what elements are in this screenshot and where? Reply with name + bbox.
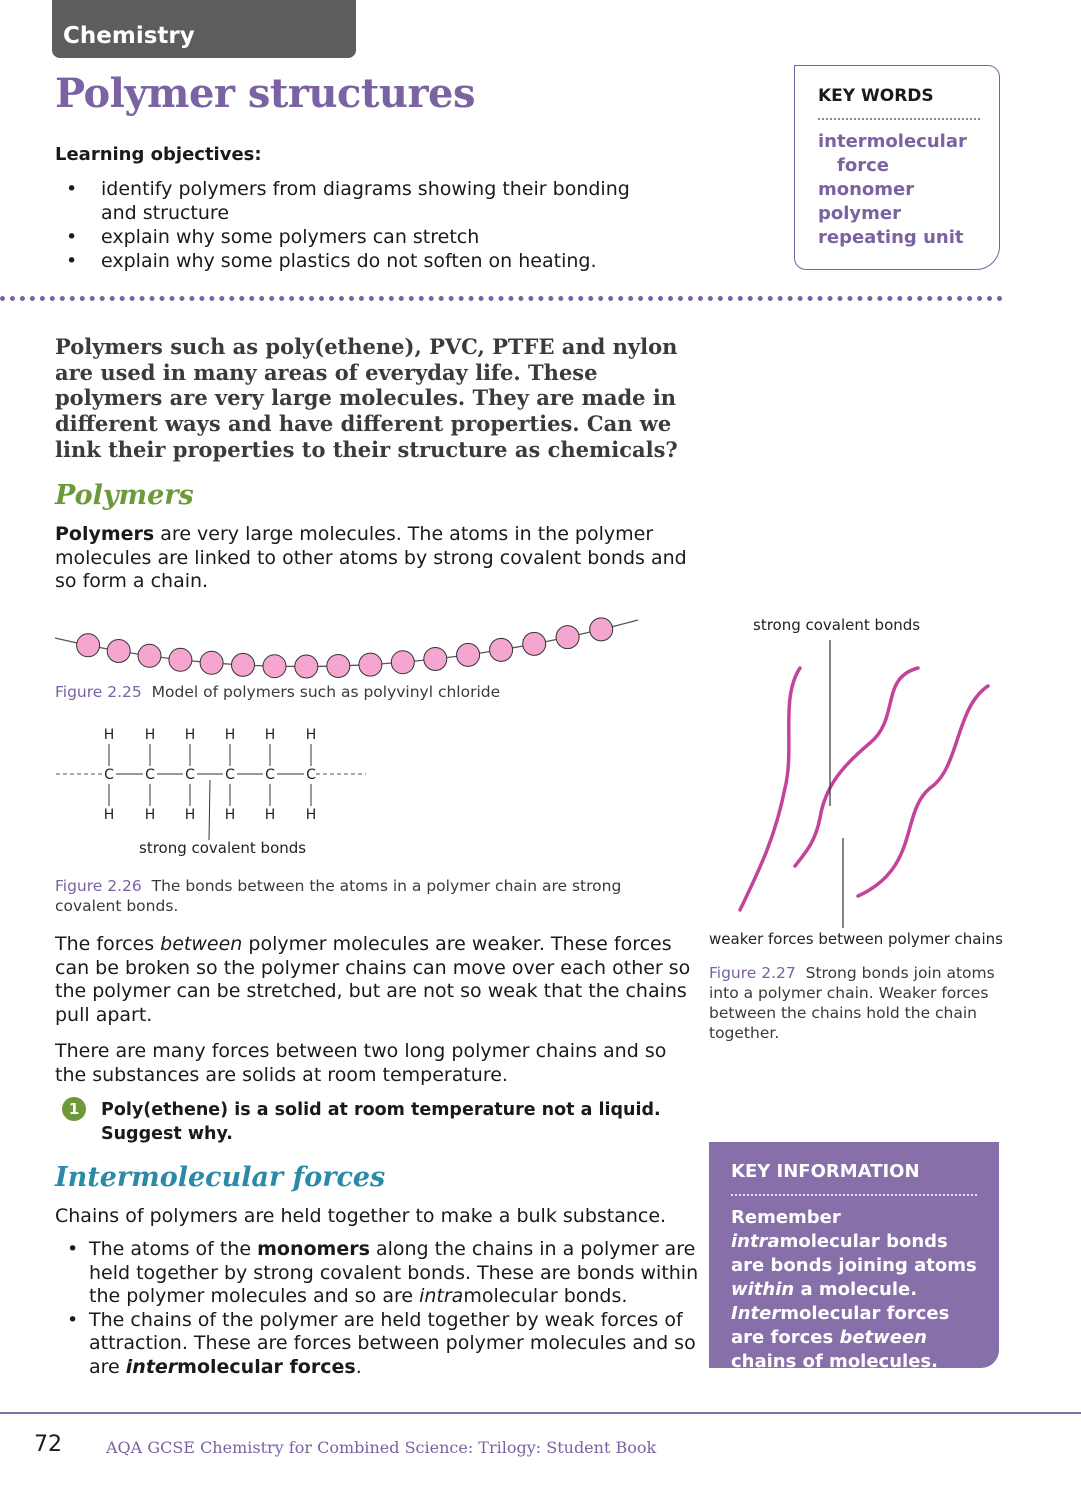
- hydrogen-atom: H: [224, 807, 236, 823]
- figure-number: Figure 2.27: [709, 964, 796, 982]
- carbon-atom: C: [306, 767, 316, 783]
- caption-text: Strong bonds join atoms into a polymer chain. Weaker forces between the chains hold the chain together.: [709, 964, 995, 1042]
- text: along the chains in a polymer are held together by strong covalent bonds. These are bonds within the polymer molecules and so are: [89, 1238, 699, 1307]
- text: The chains of the polymer are held together by weak forces of attraction. These are forces between polymer molecules and so are: [89, 1308, 696, 1378]
- list-item: [55, 1238, 705, 1309]
- hydrogen-atom: H: [224, 727, 236, 743]
- hydrogen-atom: H: [305, 807, 317, 823]
- question-number-badge: 1: [62, 1097, 86, 1121]
- intermolecular-list: [55, 1238, 705, 1379]
- text: molecular forces are forces: [731, 1303, 950, 1348]
- bold-term: Polymers: [55, 523, 155, 545]
- bead: [590, 618, 613, 641]
- weaker-forces-label: weaker forces between polymer chains: [709, 930, 1003, 948]
- key-word: polymer: [818, 203, 901, 224]
- caption-text: The bonds between the atoms in a polymer chain are strong covalent bonds.: [55, 877, 622, 915]
- caption-text: Model of polymers such as polyvinyl chloride: [151, 683, 501, 701]
- hydrogen-atom: H: [144, 727, 156, 743]
- text: molecular bonds.: [463, 1285, 628, 1307]
- strong-bonds-label-top: strong covalent bonds: [753, 616, 921, 634]
- hydrogen-atom: H: [305, 727, 317, 743]
- strong-bonds-label: strong covalent bonds: [139, 839, 307, 857]
- list-item: • explain why some polymers can stretch: [55, 225, 695, 249]
- carbon-atom: C: [145, 767, 155, 783]
- key-information-divider: [731, 1194, 977, 1196]
- polymer-chain-3: [858, 686, 988, 896]
- page-number: 72: [34, 1432, 62, 1457]
- bead: [169, 648, 192, 671]
- emphasis-text: intra: [419, 1285, 464, 1307]
- paragraph-text: polymer molecules are weaker. These forces can be broken so the polymer chains can move over each other so the polymer can be stretched, but are not so weak that the chains pull apart.: [55, 933, 691, 1026]
- bead: [327, 655, 350, 678]
- bead: [490, 638, 513, 661]
- carbon-atom: C: [104, 767, 114, 783]
- text: .: [355, 1355, 362, 1378]
- bead: [107, 640, 130, 663]
- carbon-atom: C: [265, 767, 275, 783]
- text: The atoms of the: [89, 1238, 258, 1260]
- bead-group: [77, 618, 613, 678]
- bead: [232, 653, 255, 676]
- bead: [295, 655, 318, 678]
- learning-objectives-heading: Learning objectives:: [55, 144, 262, 165]
- emphasis-text: within: [731, 1279, 795, 1300]
- bead: [391, 651, 414, 674]
- bead: [523, 632, 546, 655]
- forces-paragraph-2: There are many forces between two long polymer chains and so the substances are solids at room temperature.: [55, 1040, 667, 1086]
- figure-number: Figure 2.26: [55, 877, 142, 895]
- key-word: intermolecular: [818, 131, 967, 152]
- bead: [77, 634, 100, 657]
- key-word: force: [837, 155, 889, 176]
- emphasis-text: inter: [125, 1355, 178, 1378]
- emphasis-text: between: [160, 933, 243, 955]
- text: molecular bonds are bonds joining atoms: [731, 1231, 977, 1276]
- carbon-atom: C: [185, 767, 195, 783]
- polymers-paragraph: [55, 523, 695, 594]
- question-text: Poly(ethene) is a solid at room temperature not a liquid. Suggest why.: [101, 1100, 661, 1144]
- carbon-atom: C: [225, 767, 235, 783]
- bead: [263, 655, 286, 678]
- paragraph-text: The forces: [55, 933, 161, 955]
- learning-objectives-list: [55, 177, 695, 273]
- hydrogen-atom: H: [144, 807, 156, 823]
- bead: [359, 653, 382, 676]
- polymer-chain-1: [740, 668, 800, 910]
- key-information-title: KEY INFORMATION: [731, 1161, 920, 1182]
- list-item: • explain why some plastics do not soften on heating.: [55, 249, 695, 273]
- polymer-chains-diagram: [730, 638, 1000, 930]
- dotted-divider: [0, 296, 1003, 301]
- bead: [556, 626, 579, 649]
- hydrogen-atom: H: [264, 807, 276, 823]
- intermolecular-paragraph: Chains of polymers are held together to make a bulk substance.: [55, 1205, 667, 1227]
- hydrogen-atom: H: [103, 727, 115, 743]
- book-title: AQA GCSE Chemistry for Combined Science: Trilogy: Student Book: [106, 1438, 657, 1457]
- intermolecular-heading: Intermolecular forces: [55, 1162, 386, 1193]
- footer-divider: [0, 1412, 1081, 1414]
- key-word: repeating unit: [818, 227, 964, 248]
- text: a molecule.: [794, 1279, 918, 1300]
- hydrogen-atom: H: [103, 807, 115, 823]
- text: chains of molecules.: [731, 1351, 938, 1372]
- hydrogen-atom: H: [184, 807, 196, 823]
- polymer-bead-chain-diagram: [50, 598, 650, 680]
- page-title: Polymer structures: [55, 70, 476, 117]
- intro-paragraph: Polymers such as poly(ethene), PVC, PTFE and nylon are used in many areas of everyday life. These polymers are very large molecules. They are made in different ways and have different properties. Can we link their properties to their structure as chemicals?: [55, 334, 678, 462]
- bead: [138, 644, 161, 667]
- key-words-list: [818, 130, 967, 250]
- key-words-divider: [818, 118, 980, 120]
- forces-paragraph: [55, 933, 695, 1027]
- bold-term: molecular forces: [177, 1355, 356, 1378]
- figure-number: Figure 2.25: [55, 683, 142, 701]
- bead: [200, 651, 223, 674]
- polymer-chain-2: [795, 668, 918, 866]
- subject-label: Chemistry: [63, 23, 195, 49]
- bold-term: monomers: [257, 1238, 370, 1260]
- hydrogen-atom: H: [264, 727, 276, 743]
- polymers-heading: Polymers: [55, 480, 194, 511]
- bead: [424, 648, 447, 671]
- figure-2-26-caption: [55, 876, 655, 916]
- key-words-title: KEY WORDS: [818, 86, 934, 106]
- list-item: [55, 1309, 705, 1380]
- bead: [457, 643, 480, 666]
- key-word: monomer: [818, 179, 915, 200]
- emphasis-text: intra: [731, 1231, 780, 1252]
- list-item: • identify polymers from diagrams showing their bonding and structure: [55, 177, 661, 225]
- text: Remember: [731, 1207, 841, 1228]
- emphasis-text: between: [839, 1327, 927, 1348]
- emphasis-text: Inter: [731, 1303, 781, 1324]
- subject-tab: [52, 0, 356, 58]
- hydrogen-atom: H: [184, 727, 196, 743]
- key-information-text: [731, 1206, 981, 1374]
- figure-2-25-caption: [55, 682, 695, 702]
- paragraph-text: are very large molecules. The atoms in the polymer molecules are linked to other atoms by strong covalent bonds and so form a chain.: [55, 523, 687, 592]
- figure-2-27-caption: [709, 963, 999, 1043]
